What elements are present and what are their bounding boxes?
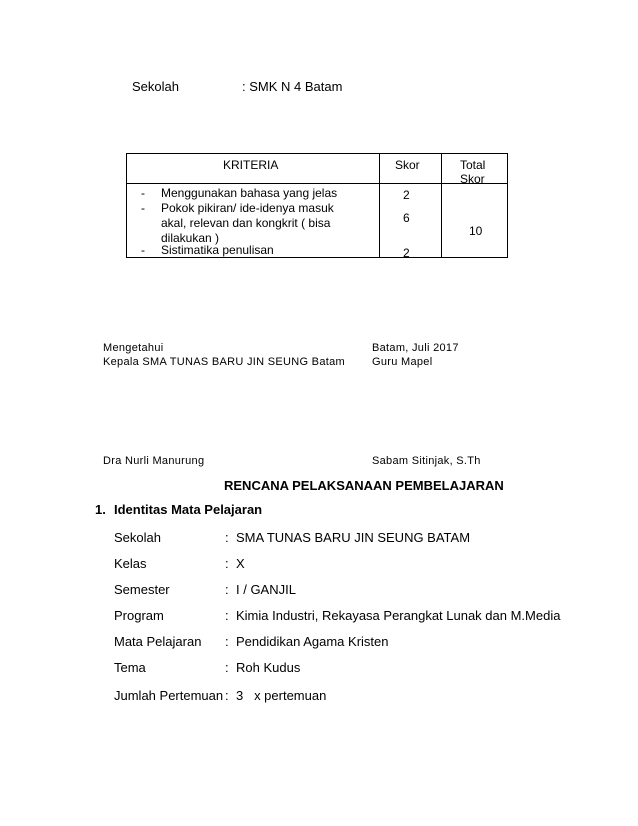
table-divider xyxy=(441,154,442,257)
column-header-criteria: KRITERIA xyxy=(223,158,279,172)
identity-colon: : xyxy=(225,660,229,675)
identity-label: Program xyxy=(114,608,164,623)
identity-value: Kimia Industri, Rekayasa Perangkat Lunak dan M.Media xyxy=(236,608,561,623)
identity-colon: : xyxy=(225,556,229,571)
identity-value: Pendidikan Agama Kristen xyxy=(236,634,389,649)
column-header-score: Skor xyxy=(395,158,420,172)
identity-colon: : xyxy=(225,688,229,703)
acknowledged-label: Mengetahui xyxy=(103,342,164,354)
table-divider xyxy=(127,183,507,184)
identity-label: Sekolah xyxy=(114,530,161,545)
section-title: Identitas Mata Pelajaran xyxy=(114,502,263,517)
column-header-total-line1: Total xyxy=(460,158,486,172)
identity-value: SMA TUNAS BARU JIN SEUNG BATAM xyxy=(236,530,471,545)
school-value: : SMK N 4 Batam xyxy=(242,79,343,94)
criteria-text: Sistimatika penulisan xyxy=(161,243,274,257)
column-header-total-line2: Skor xyxy=(460,172,485,186)
identity-value: I / GANJIL xyxy=(236,582,296,597)
identity-value: Roh Kudus xyxy=(236,660,301,675)
identity-row xyxy=(0,582,638,598)
identity-label: Mata Pelajaran xyxy=(114,634,202,649)
criteria-text: Pokok pikiran/ ide-idenya masuk xyxy=(161,201,334,215)
identity-label: Jumlah Pertemuan xyxy=(114,688,224,703)
teacher-name: Sabam Sitinjak, S.Th xyxy=(372,455,481,467)
score-value: 2 xyxy=(403,188,410,202)
identity-colon: : xyxy=(225,608,229,623)
identity-colon: : xyxy=(225,634,229,649)
identity-colon: : xyxy=(225,582,229,597)
identity-row xyxy=(0,556,638,572)
criteria-table xyxy=(126,153,508,258)
identity-row xyxy=(0,634,638,650)
principal-title: Kepala SMA TUNAS BARU JIN SEUNG Batam xyxy=(103,356,345,368)
score-value: 6 xyxy=(403,211,410,225)
identity-row xyxy=(0,660,638,676)
school-label: Sekolah xyxy=(132,79,179,94)
identity-row xyxy=(0,688,638,704)
identity-label: Kelas xyxy=(114,556,147,571)
score-value: 2 xyxy=(403,246,410,260)
criteria-bullet: - xyxy=(141,186,145,200)
criteria-bullet: - xyxy=(141,243,145,257)
criteria-text: Menggunakan bahasa yang jelas xyxy=(161,186,338,200)
principal-name: Dra Nurli Manurung xyxy=(103,455,205,467)
identity-colon: : xyxy=(225,530,229,545)
identity-label: Tema xyxy=(114,660,146,675)
teacher-title: Guru Mapel xyxy=(372,356,433,368)
identity-row xyxy=(0,608,638,624)
identity-value: X xyxy=(236,556,245,571)
identity-value: 3 x pertemuan xyxy=(236,688,327,703)
criteria-text: akal, relevan dan kongkrit ( bisa xyxy=(161,216,331,230)
section-number: 1. xyxy=(95,502,106,517)
identity-label: Semester xyxy=(114,582,170,597)
criteria-bullet: - xyxy=(141,201,145,215)
table-divider xyxy=(379,154,380,257)
total-score-value: 10 xyxy=(469,224,483,238)
identity-row xyxy=(0,530,638,546)
criteria-text: dilakukan ) xyxy=(161,231,220,245)
place-date: Batam, Juli 2017 xyxy=(372,342,459,354)
document-title: RENCANA PELAKSANAAN PEMBELAJARAN xyxy=(224,478,504,493)
